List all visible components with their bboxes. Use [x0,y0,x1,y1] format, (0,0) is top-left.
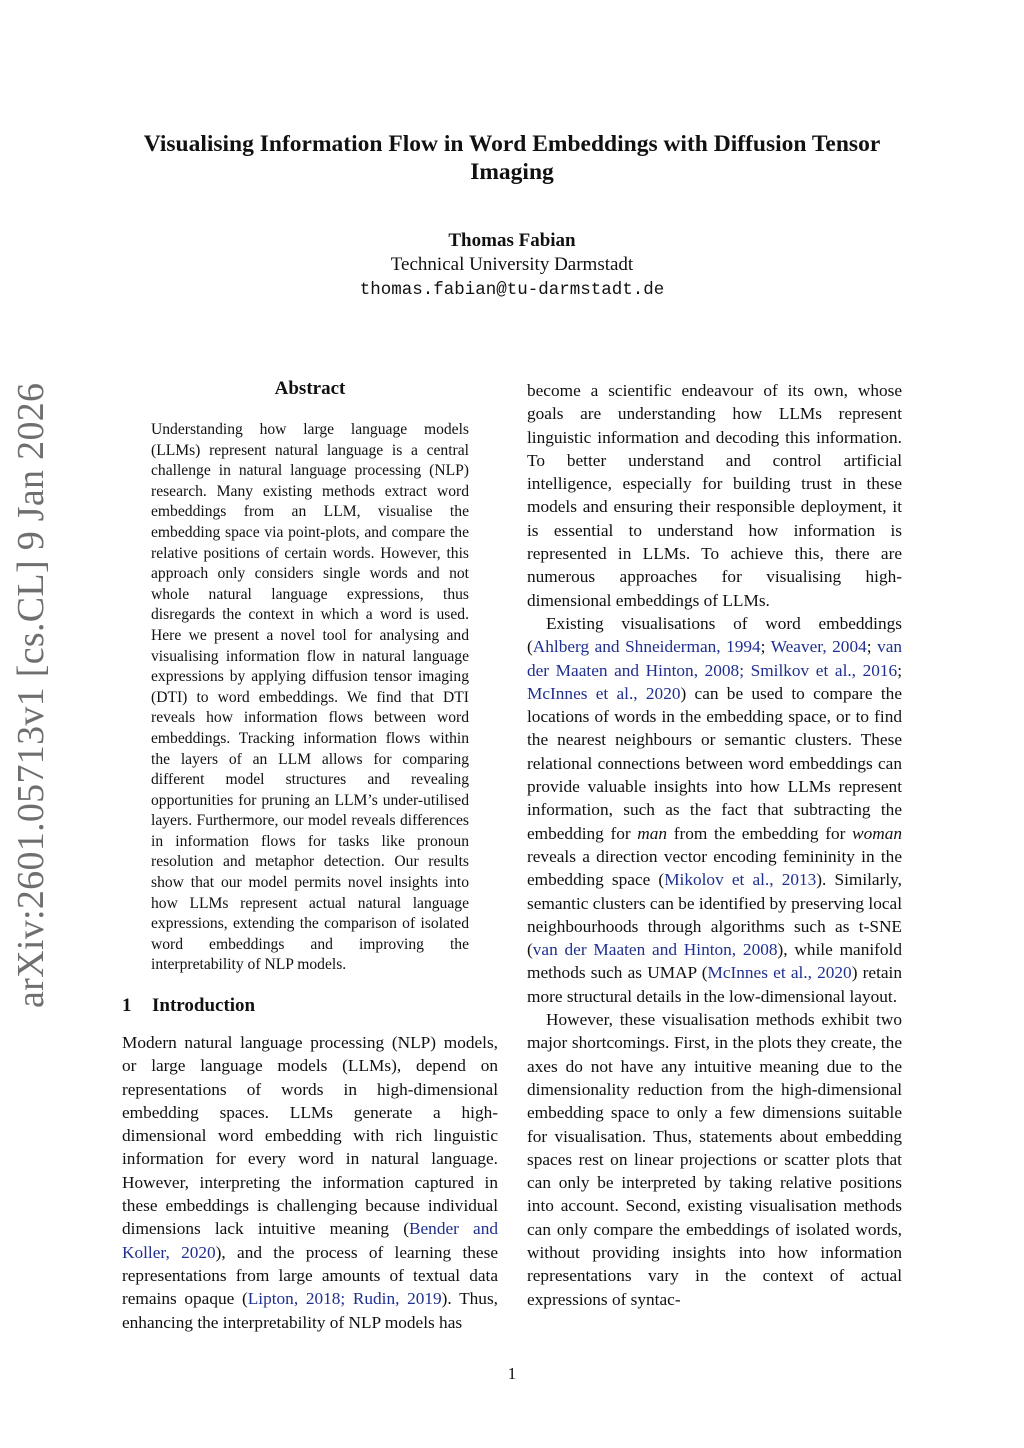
intro-paragraph-1 [122,1031,498,1334]
text-span: ). Thus, enhancing the interpretability of NLP models has [122,1289,498,1332]
text-span: ; [866,637,878,657]
arxiv-identifier: arXiv:2601.05713v1 [cs.CL] 9 Jan 2026 [10,382,52,1008]
text-span: from the embedding for [667,823,853,843]
section-number: 1 [122,995,132,1016]
text-span: Modern natural language processing (NLP) models, or large language models (LLMs), depend on representations of words in high-dimensional embedding spaces. LLMs generate a high-dimensional word embedding with rich linguistic information for every word in natural language. However, interpreting the information captured in these embeddings is challenging because individual dimensions lack intuitive meaning ( [122,1033,498,1239]
math-term: woman [852,823,903,843]
text-span: ), while manifold methods such as UMAP ( [527,940,902,983]
abstract-heading: Abstract [274,378,346,399]
paper-title: Visualising Information Flow in Word Embeddings with Diffusion Tensor Imaging [143,131,881,185]
citation-link[interactable]: Mikolov et al., 2013 [664,870,817,890]
section-title: Introduction [152,995,256,1016]
page-number: 1 [507,1364,517,1383]
citation-link[interactable]: van der Maaten and Hinton, 2008; Smilkov et al., 2016 [527,637,903,680]
text-span: ; [760,637,771,657]
text-span: ). Similarly, semantic clusters can be identified by preserving local neighbourhoods through algorithms such as t-SNE ( [527,870,902,960]
author-block [0,229,1024,303]
citation-link[interactable]: van der Maaten and Hinton, 2008 [532,940,778,960]
intro-right-column [527,379,902,1311]
author-email: thomas.fabian@tu-darmstadt.de [359,280,665,300]
text-span: ) retain more structural details in the low-dimensional layout. [527,963,902,1006]
citation-link[interactable]: McInnes et al., 2020 [527,683,681,703]
citation-link[interactable]: Ahlberg and Shneiderman, 1994 [532,637,761,657]
citation-link[interactable]: Lipton, 2018; Rudin, 2019 [247,1289,442,1309]
math-term: man [637,823,668,843]
intro-paragraph-2 [527,612,902,1008]
text-span: reveals a direction vector encoding femininity in the embedding space ( [527,846,902,890]
intro-paragraph-3: However, these visualisation methods exhibit two major shortcomings. First, in the plots they create, the axes do not have any intuitive meaning due to the dimensionality reduction from the high-dimensional embedding space to only a few dimensions suitable for visualisation. Thus, statements about embedding spaces rest on linear projections or scatter plots that can only be interpreted by taking relative positions into account. Second, existing visualisation methods can only compare the embeddings of isolated words, without providing insights into how information representations vary in the context of actual expressions of syntac- [527,1010,902,1309]
citation-link[interactable]: Bender and Koller, 2020 [122,1219,498,1262]
text-span: Existing visualisations of word embeddings ( [527,613,902,657]
intro-left-column [122,1031,498,1334]
intro-paragraph-continued: become a scientific endeavour of its own, whose goals are understanding how LLMs represent linguistic information and decoding this information. To better understand and control artificial intelligence, especially for building trust in these models and ensuring their responsible deployment, it is essential to understand how information is represented in LLMs. To achieve this, there are numerous approaches for visualising high-dimensional embeddings of LLMs. [527,381,902,610]
text-span: ), and the process of learning these representations from large amounts of textual data remains opaque ( [122,1242,498,1309]
text-span: ) can be used to compare the locations of words in the embedding space, or to find the nearest neighbours or semantic clusters. These relational connections between word embeddings can provide valuable insights into how LLMs represent information, such as the fact that subtracting the embedding for [527,683,902,843]
abstract-text: Understanding how large language models (LLMs) represent natural language is a central challenge in natural language processing (NLP) research. Many existing methods extract word embeddings from an LLM, visualise the embedding space via point-plots, and compare the relative positions of certain words. However, this approach only considers single words and not whole natural language expressions, thus disregards the context in which a word is used. Here we present a novel tool for analysing and visualising information flow in natural language expressions by applying diffusion tensor imaging (DTI) to word embeddings. We find that DTI reveals how information flows between word embeddings. Tracking information flows within the layers of an LLM allows for comparing different model structures and revealing opportunities for pruning an LLM’s under-utilised layers. Furthermore, our model reveals differences in information flows for tasks like pronoun resolution and metaphor detection. Our results show that our model permits novel insights into how LLMs represent actual natural language expressions, extending the comparison of isolated word embeddings and improving the interpretability of NLP models. [151,421,469,974]
citation-link[interactable]: Weaver, 2004 [770,637,867,657]
author-name: Thomas Fabian [448,230,576,251]
text-span: ; [897,660,902,680]
author-affiliation: Technical University Darmstadt [390,254,634,275]
citation-link[interactable]: McInnes et al., 2020 [707,963,852,983]
section-heading-introduction [122,994,502,1018]
